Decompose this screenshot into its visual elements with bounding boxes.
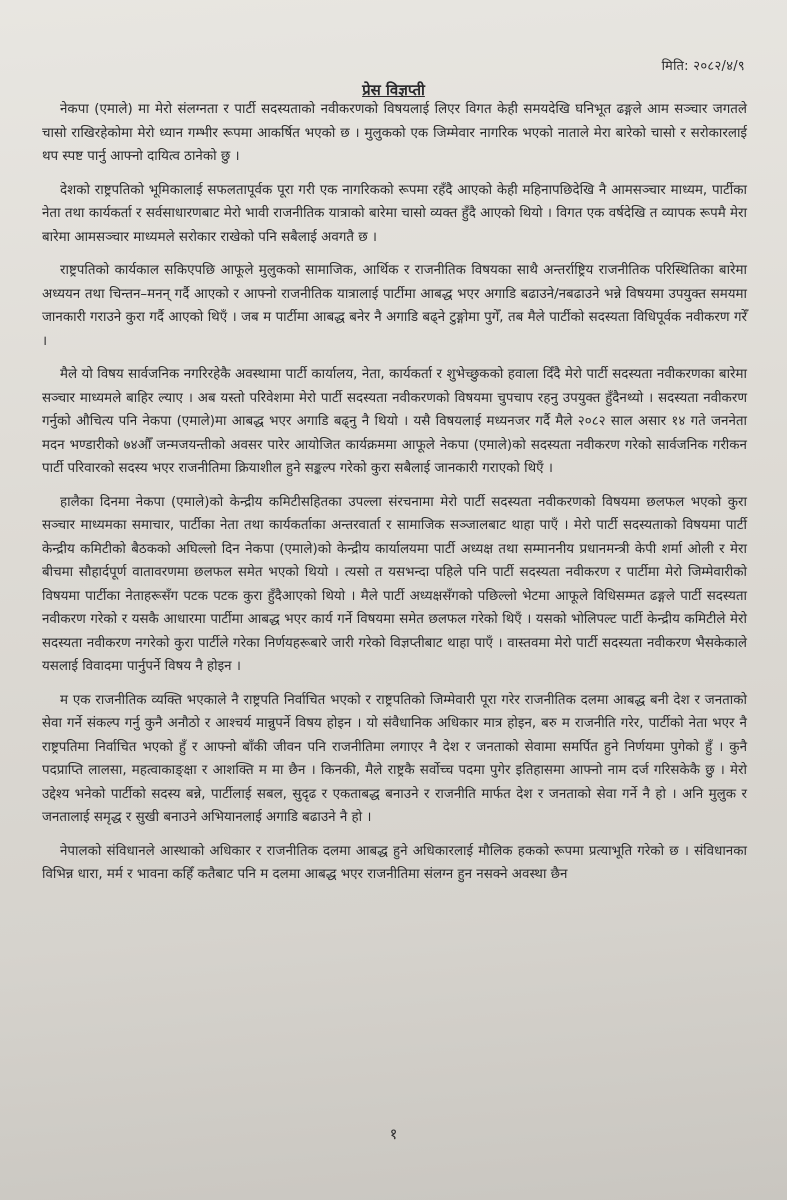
page-number: १ bbox=[389, 1125, 398, 1143]
document-date: मिति: २०८२/४/९ bbox=[661, 59, 745, 74]
document-body bbox=[42, 98, 747, 897]
paragraph-3: राष्ट्रपतिको कार्यकाल सकिएपछि आफूले मुलुकको सामाजिक, आर्थिक र राजनीतिक विषयका साथै अन्तर्राष्ट्रिय राजनीतिक परिस्थितिका बारेमा अध्ययन तथा चिन्तन–मनन् गर्दै आएको र आफ्नो राजनीतिक यात्रालाई पार्टीमा आबद्ध भएर अगाडि बढाउने/नबढाउने भन्ने विषयमा उपयुक्त समयमा जानकारी गराउने कुरा गर्दै आएको थिएँ । जब म पार्टीमा आबद्ध बनेर नै अगाडि बढ्ने टुङ्गोमा पुगेँ, तब मैले पार्टीको सदस्यता विधिपूर्वक नवीकरण गरेँ । bbox=[42, 263, 747, 349]
paragraph-4: मैले यो विषय सार्वजनिक नगरिरहेकै अवस्थामा पार्टी कार्यालय, नेता, कार्यकर्ता र शुभेच्छुकको हवाला दिँदै मेरो पार्टी सदस्यता नवीकरणका बारेमा सञ्चार माध्यमले बाहिर ल्याए । अब यस्तो परिवेशमा मेरो पार्टी सदस्यता नवीकरणको विषयमा चुपचाप रहनु उपयुक्त हुँदैनथ्यो । सदस्यता नवीकरण गर्नुको औचित्य पनि नेकपा (एमाले)मा आबद्ध भएर अगाडि बढ्नु नै थियो । यसै विषयलाई मध्यनजर गर्दै मैले २०८२ साल असार १४ गते जननेता मदन भण्डारीको ७४औँ जन्मजयन्तीको अवसर पारेर आयोजित कार्यक्रममा आफूले नेकपा (एमाले)को सदस्यता नवीकरण गरेको सार्वजनिक गरीकन पार्टी परिवारको सदस्य भएर राजनीतिमा क्रियाशील हुने सङ्कल्प गरेको कुरा सबैलाई जानकारी गराएको थिएँ । bbox=[42, 367, 747, 476]
paragraph-6: म एक राजनीतिक व्यक्ति भएकाले नै राष्ट्रपति निर्वाचित भएको र राष्ट्रपतिको जिम्मेवारी पूरा गरेर राजनीतिक दलमा आबद्ध बनी देश र जनताको सेवा गर्ने संकल्प गर्नु कुनै अनौठो र आश्चर्य मान्नुपर्ने विषय होइन । यो संवैधानिक अधिकार मात्र होइन, बरु म राजनीति गरेर, पार्टीको नेता भएर नै राष्ट्रपतिमा निर्वाचित भएको हुँ र आफ्नो बाँकी जीवन पनि राजनीतिमा लगाएर नै देश र जनताको सेवामा समर्पित हुने निर्णयमा पुगेको हुँ । कुनै पदप्राप्ति लालसा, महत्वाकाङ्क्षा र आशक्ति म मा छैन । किनकी, मैले राष्ट्रकै सर्वोच्च पदमा पुगेर इतिहासमा आफ्नो नाम दर्ज गरिसकेकै छु । मेरो उद्देश्य भनेको पार्टीको सदस्य बन्ने, पार्टीलाई सबल, सुदृढ र एकताबद्ध बनाउने र राजनीति मार्फत देश र जनताको सेवा गर्ने नै हो । अनि मुलुक र जनतालाई समृद्ध र सुखी बनाउने अभियानलाई अगाडि बढाउने नै हो । bbox=[42, 692, 747, 825]
paragraph-7: नेपालको संविधानले आस्थाको अधिकार र राजनीतिक दलमा आबद्ध हुने अधिकारलाई मौलिक हकको रूपमा प्रत्याभूति गरेको छ । संविधानका विभिन्न धारा, मर्म र भावना कहिँ कतैबाट पनि म दलमा आबद्ध भएर राजनीतिमा संलग्न हुन नसक्ने अवस्था छैन bbox=[42, 843, 747, 882]
paragraph-2: देशको राष्ट्रपतिको भूमिकालाई सफलतापूर्वक पूरा गरी एक नागरिकको रूपमा रहँदै आएको केही महिनापछिदेखि नै आमसञ्चार माध्यम, पार्टीका नेता तथा कार्यकर्ता र सर्वसाधारणबाट मेरो भावी राजनीतिक यात्राको बारेमा चासो व्यक्त हुँदै आएको थियो । विगत एक वर्षदेखि त व्यापक रूपमै मेरा बारेमा आमसञ्चार माध्यमले सरोकार राखेको पनि सबैलाई अवगतै छ । bbox=[42, 182, 747, 245]
document-title: प्रेस विज्ञप्ती bbox=[362, 81, 425, 99]
paragraph-5: हालैका दिनमा नेकपा (एमाले)को केन्द्रीय कमिटीसहितका उपल्ला संरचनामा मेरो पार्टी सदस्यता नवीकरणको विषयमा छलफल भएको कुरा सञ्चार माध्यमका समाचार, पार्टीका नेता तथा कार्यकर्ताका अन्तरवार्ता र सामाजिक सञ्जालबाट थाहा पाएँ । मेरो पार्टी सदस्यताको विषयमा पार्टी केन्द्रीय कमिटीको बैठकको अघिल्लो दिन नेकपा (एमाले)को केन्द्रीय कार्यालयमा पार्टी अध्यक्ष तथा सम्माननीय प्रधानमन्त्री केपी शर्मा ओली र मेरा बीचमा सौहार्दपूर्ण वातावरणमा छलफल समेत भएको थियो । त्यसो त यसभन्दा पहिले पनि पार्टी सदस्यता नवीकरण र पार्टीमा मेरो जिम्मेवारीको विषयमा पार्टीका नेताहरूसँग पटक पटक कुरा हुँदैआएको थियो । मैले पार्टी अध्यक्षसँगको पछिल्लो भेटमा आफूले विधिसम्मत ढङ्गले पार्टी सदस्यता नवीकरण गरेको र यसकै आधारमा पार्टीमा आबद्ध भएर कार्य गर्ने विषयमा समेत छलफल गरेको थिएँ । यसको भोलिपल्ट पार्टी केन्द्रीय कमिटीले मेरो सदस्यता नवीकरण नगरेको कुरा पार्टीले गरेका निर्णयहरूबारे जारी गरेको विज्ञप्तीबाट थाहा पाएँ । वास्तवमा मेरो पार्टी सदस्यता नवीकरण भैसकेकाले यसलाई विवादमा पार्नुपर्ने विषय नै होइन । bbox=[42, 494, 747, 674]
paragraph-1: नेकपा (एमाले) मा मेरो संलग्नता र पार्टी सदस्यताको नवीकरणको विषयलाई लिएर विगत केही समयदेखि घनिभूत ढङ्गले आम सञ्चार जगतले चासो राखिरहेकोमा मेरो ध्यान गम्भीर रूपमा आकर्षित भएको छ । मुलुकको एक जिम्मेवार नागरिक भएको नाताले मेरा बारेको चासो र सरोकारलाई थप स्पष्ट पार्नु आफ्नो दायित्व ठानेको छु । bbox=[42, 102, 747, 164]
